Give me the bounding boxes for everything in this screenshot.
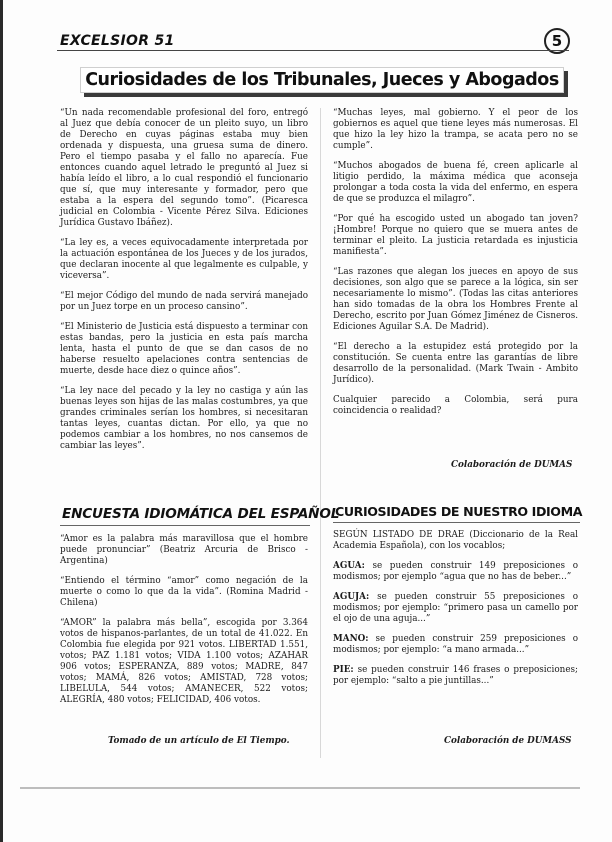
idioma-column bbox=[333, 530, 578, 696]
left-paragraph: “La ley nace del pecado y la ley no castiga y aún las buenas leyes son hijas de las malas costumbres, ya que grandes criminales serían los hombres, si necesitaran tantas leyes, cuantas dictan. Por ello, ya que no podemos cambiar a los hombres, no nos cansemos de cambiar las leyes”. bbox=[60, 386, 308, 451]
encuesta-credit: Tomado de un artículo de El Tiempo. bbox=[108, 736, 290, 746]
main-title: Curiosidades de los Tribunales, Jueces y Abogados bbox=[80, 67, 564, 93]
left-column bbox=[60, 108, 308, 461]
page-edge-shadow bbox=[0, 0, 3, 842]
idioma-section-title: CURIOSIDADES DE NUESTRO IDIOMA bbox=[335, 504, 583, 519]
left-paragraph: “El mejor Código del mundo de nada servirá manejado por un Juez torpe en un proceso cansino”. bbox=[60, 291, 308, 312]
idioma-item bbox=[333, 665, 578, 687]
right-paragraph: “El derecho a la estupidez está protegido por la constitución. Se cuenta entre las garantías de libre desarrollo de la personalidad. (Mark Twain - Ambito Jurídico). bbox=[333, 342, 578, 385]
idioma-term: PIE: bbox=[333, 665, 354, 675]
encuesta-column bbox=[60, 534, 308, 715]
idioma-item bbox=[333, 634, 578, 656]
idioma-term: MANO: bbox=[333, 634, 369, 644]
idioma-text: se pueden construir 149 preposiciones o modismos; por ejemplo “agua que no has de beber...” bbox=[333, 561, 579, 582]
right-paragraph: Cualquier parecido a Colombia, será pura coincidencia o realidad? bbox=[333, 395, 578, 416]
right-column bbox=[333, 108, 578, 426]
encuesta-title-rule bbox=[60, 525, 310, 526]
right-paragraph: “Muchas leyes, mal gobierno. Y el peor de los gobiernos es aquel que tiene leyes más numerosas. El que hizo la ley hizo la trampa, se acata pero no se cumple”. bbox=[333, 108, 578, 151]
left-paragraph: “Un nada recomendable profesional del foro, entregó al Juez que debía conocer de un pleito suyo, un libro de Derecho en cuyas páginas estaba muy bien ordenada y dispuesta, una gruesa suma de dinero. Pero el tiempo pasaba y el fallo no aparecía. Fue entonces cuando aquel letrado le preguntó al Juez si había leído el libro, a lo cual respondió el funcionario que sí, que muy interesante y formador, pero que estaba a la espera del segundo tomo”. (Picaresca judicial en Colombia - Vicente Pérez Silva. Ediciones Jurídica Gustavo Ibáñez). bbox=[60, 108, 308, 228]
bottom-rule bbox=[20, 787, 580, 789]
column-divider bbox=[320, 108, 321, 758]
masthead: EXCELSIOR 51 bbox=[60, 33, 175, 49]
left-paragraph: “La ley es, a veces equivocadamente interpretada por la actuación espontánea de los Jueces y de los jurados, que declaran inocente al que legalmente es culpable, y viceversa”. bbox=[60, 238, 308, 281]
encuesta-section-title: ENCUESTA IDIOMÁTICA DEL ESPAÑOL bbox=[62, 506, 340, 522]
encuesta-paragraph: “Amor es la palabra más maravillosa que el hombre puede pronunciar” (Beatriz Arcuria de Brisco - Argentina) bbox=[60, 534, 308, 566]
right-paragraph: “Muchos abogados de buena fé, creen aplicarle al litigio perdido, la máxima médica que aconseja prolongar a toda costa la vida del enfermo, en espera de que se produzca el milagro”. bbox=[333, 161, 578, 204]
page-number-badge: 5 bbox=[544, 28, 570, 54]
idioma-text: se pueden construir 146 frases o preposiciones; por ejemplo: “salto a pie juntillas...” bbox=[333, 665, 579, 686]
right-column-credit: Colaboración de DUMAS bbox=[451, 460, 573, 470]
idioma-text: se pueden construir 55 preposiciones o modismos; por ejemplo: “primero pasa un camello por el ojo de una aguja...” bbox=[333, 592, 579, 624]
idioma-credit: Colaboración de DUMASS bbox=[444, 736, 572, 746]
idioma-item bbox=[333, 592, 578, 625]
encuesta-paragraph: “AMOR” la palabra más bella”, escogida por 3.364 votos de hispanos-parlantes, de un total de 41.022. En Colombia fue elegida por 921 votos. LIBERTAD 1.551, votos; PAZ 1.181 votos; VIDA 1.100 votos; AZAHAR 906 votos; ESPERANZA, 889 votos; MADRE, 847 votos; MAMÁ, 826 votos; AMISTAD, 728 votos; LIBELULA, 544 votos; AMANECER, 522 votos; ALEGRÍA, 480 votos; FELICIDAD, 406 votos. bbox=[60, 618, 308, 705]
encuesta-paragraph: “Entiendo el término “amor” como negación de la muerte o como lo que da la vida”. (Romina Madrid - Chilena) bbox=[60, 576, 308, 608]
idioma-text: se pueden construir 259 preposiciones o modismos; por ejemplo: “a mano armada...” bbox=[333, 634, 579, 655]
idioma-term: AGUJA: bbox=[333, 592, 370, 602]
idioma-item bbox=[333, 561, 578, 583]
left-paragraph: “El Ministerio de Justicia está dispuesto a terminar con estas bandas, pero la justicia en esta país marcha lenta, hasta el punto de que se dan casos de no haberse resuelto apelaciones contra sentencias de muerte, desde hace diez o quince años”. bbox=[60, 322, 308, 376]
idioma-intro: SEGÚN LISTADO DE DRAE (Diccionario de la Real Academia Española), con los vocablos; bbox=[333, 530, 578, 551]
right-paragraph: “Por qué ha escogido usted un abogado tan joven? ¡Hombre! Porque no quiero que se muera antes de terminar el pleito. La justicia retardada es injusticia manifiesta”. bbox=[333, 214, 578, 257]
header-rule bbox=[57, 50, 569, 51]
right-paragraph: “Las razones que alegan los jueces en apoyo de sus decisiones, son algo que se parece a la lógica, sin ser necesariamente lo mismo”. (Todas las citas anteriores han sido tomadas de la obra los Hombres Frente al Derecho, escrito por Juan Gómez Jiménez de Cisneros. Ediciones Aguilar S.A. De Madrid). bbox=[333, 267, 578, 332]
idioma-term: AGUA: bbox=[333, 561, 365, 571]
idioma-title-rule bbox=[333, 522, 580, 523]
